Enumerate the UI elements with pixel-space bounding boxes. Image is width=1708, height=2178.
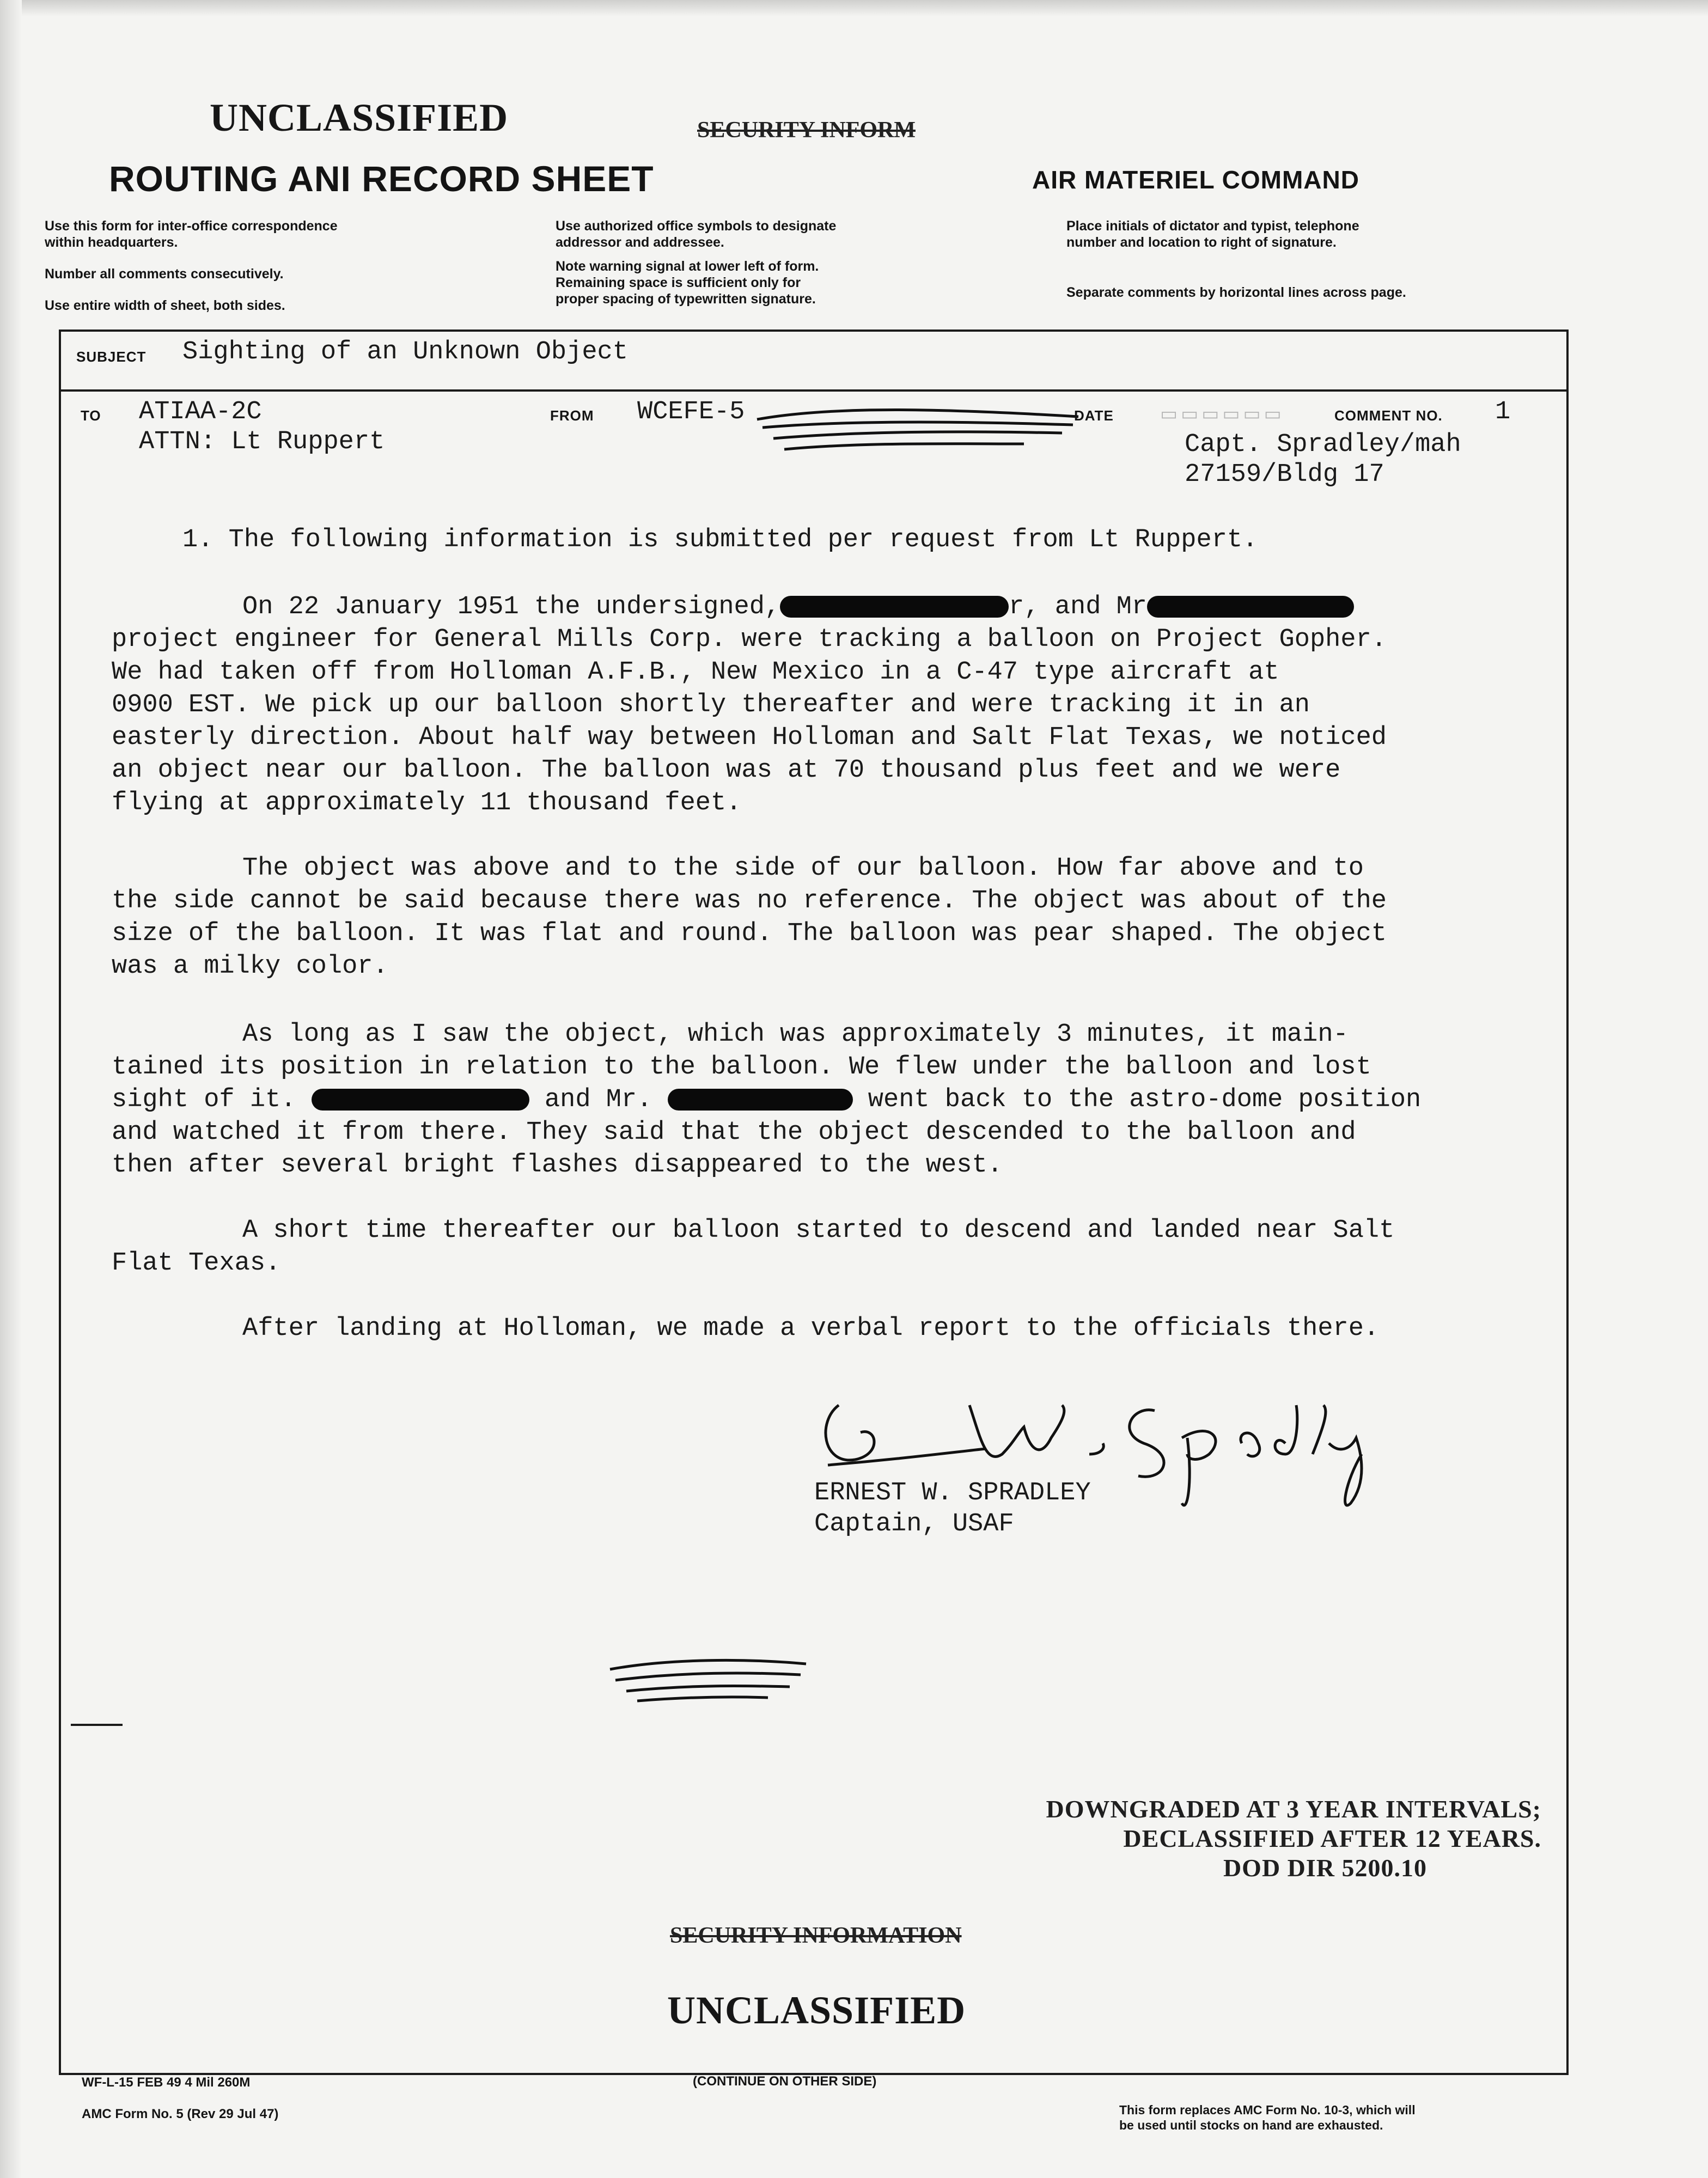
from-value: WCEFE-5	[637, 398, 745, 426]
subject-value: Sighting of an Unknown Object	[182, 338, 628, 367]
classification-bottom: UNCLASSIFIED	[667, 1988, 966, 2032]
text-line: Flat Texas.	[112, 1249, 281, 1278]
text-line: was a milky color.	[112, 952, 388, 981]
subject-label: SUBJECT	[76, 349, 147, 365]
to-label: TO	[81, 407, 101, 424]
text-line: r, and Mr	[1009, 593, 1148, 621]
scan-edge	[0, 0, 1708, 16]
paragraph-4	[112, 1018, 1555, 1182]
paragraph-5	[112, 1215, 1555, 1280]
replacement-line: This form replaces AMC Form No. 10-3, which will	[1119, 2103, 1416, 2117]
text-line: The object was above and to the side of our balloon. How far above and to	[242, 854, 1364, 883]
text-line: sight of it.	[112, 1085, 296, 1114]
instructions-col-2	[556, 218, 836, 307]
redaction-bar	[668, 1089, 853, 1111]
text-line: easterly direction. About half way between Holloman and Salt Flat Texas, we noticed	[112, 723, 1387, 752]
redaction-bar	[1147, 596, 1354, 618]
text-line: A short time thereafter our balloon started to descend and landed near Salt	[242, 1216, 1395, 1245]
dictator-initials: Capt. Spradley/mah	[1185, 430, 1461, 459]
continue-note: (CONTINUE ON OTHER SIDE)	[693, 2074, 877, 2089]
to-value: ATIAA-2C	[139, 398, 262, 426]
signer-rank: Captain, USAF	[814, 1510, 1014, 1539]
scan-edge	[0, 0, 22, 2178]
security-info-bottom: SECURITY INFORMATION	[670, 1923, 962, 1948]
text-line: and Mr.	[544, 1085, 652, 1114]
divider	[59, 389, 1566, 392]
scribble-mark	[605, 1653, 812, 1707]
instruction-line: Use this form for inter-office correspondence	[45, 218, 338, 234]
phone-location: 27159/Bldg 17	[1185, 460, 1384, 489]
form-name: AMC Form No. 5 (Rev 29 Jul 47)	[82, 2107, 279, 2121]
date-label: DATE	[1074, 407, 1114, 424]
text-line: On 22 January 1951 the undersigned,	[242, 593, 780, 621]
paragraph-3	[112, 852, 1555, 983]
stamp-line: DECLASSIFIED AFTER 12 YEARS.	[1123, 1825, 1541, 1852]
attn-value: ATTN: Lt Ruppert	[139, 428, 385, 456]
command-name: AIR MATERIEL COMMAND	[1032, 166, 1359, 194]
instruction-line: within headquarters.	[45, 235, 178, 250]
text-line: went back to the astro-dome position	[868, 1085, 1422, 1114]
instruction-line: number and location to right of signature.	[1066, 235, 1337, 250]
instruction-line: proper spacing of typewritten signature.	[556, 291, 816, 307]
form-title: ROUTING ANI RECORD SHEET	[109, 158, 654, 199]
instructions-col-1	[45, 218, 338, 314]
paragraph-6	[112, 1313, 1555, 1345]
text-line: then after several bright flashes disappeared to the west.	[112, 1151, 1003, 1180]
from-label: FROM	[550, 407, 594, 424]
classification-top: UNCLASSIFIED	[210, 96, 509, 139]
instruction-line: Use authorized office symbols to designate	[556, 218, 837, 234]
paragraph-1: 1. The following information is submitted per request from Lt Ruppert.	[182, 526, 1258, 554]
replacement-line: be used until stocks on hand are exhausted.	[1119, 2118, 1383, 2132]
text-line: size of the balloon. It was flat and round. The balloon was pear shaped. The object	[112, 919, 1387, 948]
downgrade-stamp	[871, 1795, 1541, 1883]
paragraph-2	[112, 591, 1555, 820]
security-info-top: SECURITY INFORM	[697, 118, 916, 143]
instruction-line: Note warning signal at lower left of form.	[556, 259, 819, 274]
instructions-col-3	[1066, 218, 1406, 301]
instruction-line: Remaining space is sufficient only for	[556, 275, 801, 290]
stamp-line: DOWNGRADED AT 3 YEAR INTERVALS;	[1046, 1795, 1541, 1823]
signer-name: ERNEST W. SPRADLEY	[814, 1479, 1091, 1508]
stamp-line: DOD DIR 5200.10	[1223, 1854, 1427, 1882]
text-line: After landing at Holloman, we made a verbal report to the officials there.	[242, 1314, 1380, 1343]
instruction-line: Use entire width of sheet, both sides.	[45, 298, 285, 313]
text-line: an object near our balloon. The balloon was at 70 thousand plus feet and we were	[112, 756, 1341, 785]
text-line: the side cannot be said because there was no reference. The object was about of the	[112, 887, 1387, 916]
text-line: flying at approximately 11 thousand feet.	[112, 789, 742, 817]
form-code: WF-L-15 FEB 49 4 Mil 260M	[82, 2075, 251, 2090]
text-line: and watched it from there. They said that the object descended to the balloon and	[112, 1118, 1356, 1147]
replacement-note	[1119, 2102, 1416, 2133]
text-line: As long as I saw the object, which was approximately 3 minutes, it main-	[242, 1020, 1349, 1049]
instruction-line: Number all comments consecutively.	[45, 266, 284, 282]
instruction-line: Separate comments by horizontal lines across page.	[1066, 285, 1406, 300]
redaction-bar	[312, 1089, 529, 1111]
instruction-line: addressor and addressee.	[556, 235, 724, 250]
comment-number: 1	[1495, 398, 1511, 426]
scribble-mark	[752, 398, 1089, 457]
warning-signal-mark	[71, 1724, 123, 1726]
text-line: We had taken off from Holloman A.F.B., New Mexico in a C-47 type aircraft at	[112, 658, 1279, 687]
comment-label: COMMENT NO.	[1334, 407, 1443, 424]
redaction-bar	[780, 596, 1009, 618]
date-stamp-faint: ▭▭▭▭▭▭	[1160, 404, 1285, 424]
text-line: tained its position in relation to the balloon. We flew under the balloon and lost	[112, 1053, 1371, 1082]
text-line: 0900 EST. We pick up our balloon shortly thereafter and were tracking it in an	[112, 691, 1310, 719]
text-line: project engineer for General Mills Corp. were tracking a balloon on Project Gopher.	[112, 625, 1387, 654]
instruction-line: Place initials of dictator and typist, telephone	[1066, 218, 1359, 234]
